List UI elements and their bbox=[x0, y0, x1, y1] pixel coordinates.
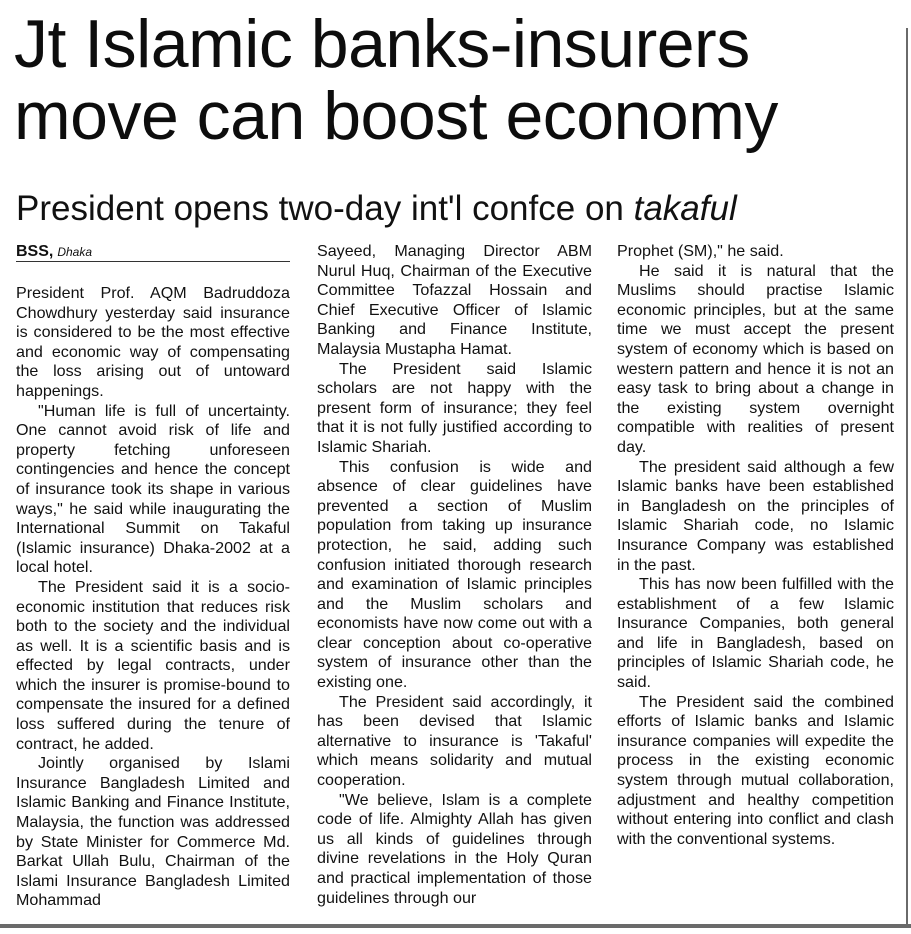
byline-agency: BSS, bbox=[16, 243, 54, 260]
byline bbox=[16, 242, 290, 262]
paragraph: "We believe, Islam is a complete code of life. Almighty Allah has given us all kinds of guidelines through divine revelations in the Holy Quran and practical implementation of those guidelines through our bbox=[317, 790, 592, 907]
paragraph: The President said it is a socio-economic institution that reduces risk both to the society and the individual as well. It is a scientific basis and is effected by legal contracts, under which the insurer is promise-bound to compensate the insured for a defined loss suffered during the tenure of contract, he added. bbox=[16, 577, 290, 753]
paragraph: The president said although a few Islamic banks have been established in Bangladesh on the principles of Islamic Shariah code, no Islamic Insurance Company was established in the past. bbox=[617, 457, 894, 574]
paragraph: The President said Islamic scholars are not happy with the present form of insurance; they feel that it is not fully justified according to Islamic Shariah. bbox=[317, 359, 592, 456]
subheadline-text: President opens two-day int'l confce on bbox=[16, 189, 634, 228]
bottom-rule bbox=[0, 924, 911, 928]
column-rule-right bbox=[906, 28, 908, 924]
paragraph: He said it is natural that the Muslims should practise Islamic economic principles, but at the same time we must accept the present system of economy which is based on western pattern and hence it is not an easy task to bring about a change in the existing system overnight compatible with realities of present day. bbox=[617, 261, 894, 456]
paragraph: This has now been fulfilled with the establishment of a few Islamic Insurance Companies, both general and life in Bangladesh, based on principles of Islamic Shariah code, he said. bbox=[617, 575, 894, 692]
paragraph: Sayeed, Managing Director ABM Nurul Huq, Chairman of the Executive Committee Tofazzal Hossain and Chief Executive Officer of Islamic Banking and Finance Institute, Malaysia Mustapha Hamat. bbox=[317, 242, 592, 358]
headline bbox=[14, 8, 904, 152]
paragraph: President Prof. AQM Badruddoza Chowdhury yesterday said insurance is considered to be the most effective and economic way of compensating the loss arising out of untoward happenings. bbox=[16, 284, 290, 400]
paragraph: Prophet (SM)," he said. bbox=[617, 242, 784, 260]
paragraph: The President said accordingly, it has been devised that Islamic alternative to insurance is 'Takaful' which means solidarity and mutual cooperation. bbox=[317, 692, 592, 790]
byline-place: Dhaka bbox=[57, 245, 93, 259]
paragraph: Jointly organised by Islami Insurance Bangladesh Limited and Islamic Banking and Finance Institute, Malaysia, the function was addressed by State Minister for Commerce Md. Barkat Ullah Bulu, Chairman of the Islami Insurance Bangladesh Limited Mohammad bbox=[16, 754, 290, 910]
subheadline bbox=[16, 188, 906, 230]
article-column-2 bbox=[317, 242, 592, 908]
paragraph: This confusion is wide and absence of clear guidelines have prevented a section of Muslim population from taking up insurance protection, he said, adding such confusion initiated thorough research and examination of Islamic principles and the Muslim scholars and economists have now come out with a clear conception about co-operative system of insurance other than the existing one. bbox=[317, 457, 592, 692]
article-column-1 bbox=[16, 242, 290, 911]
paragraph: "Human life is full of uncertainty. One cannot avoid risk of life and property fetching unforeseen contingencies and hence the concept of insurance took its shape in various ways," he said while inaugurating the International Summit on Takaful (Islamic insurance) Dhaka-2002 at a local hotel. bbox=[16, 401, 290, 577]
headline-line-2: move can boost economy bbox=[14, 78, 778, 154]
headline-line-1: Jt Islamic banks-insurers bbox=[14, 6, 750, 82]
paragraph: The President said the combined efforts of Islamic banks and Islamic insurance companies will expedite the process in the existing economic system through mutual collaboration, adjustment and healthy competition without entering into conflict and clash with the conventional systems. bbox=[617, 692, 894, 848]
subheadline-emphasis: takaful bbox=[633, 189, 737, 228]
article-column-3 bbox=[617, 242, 894, 849]
